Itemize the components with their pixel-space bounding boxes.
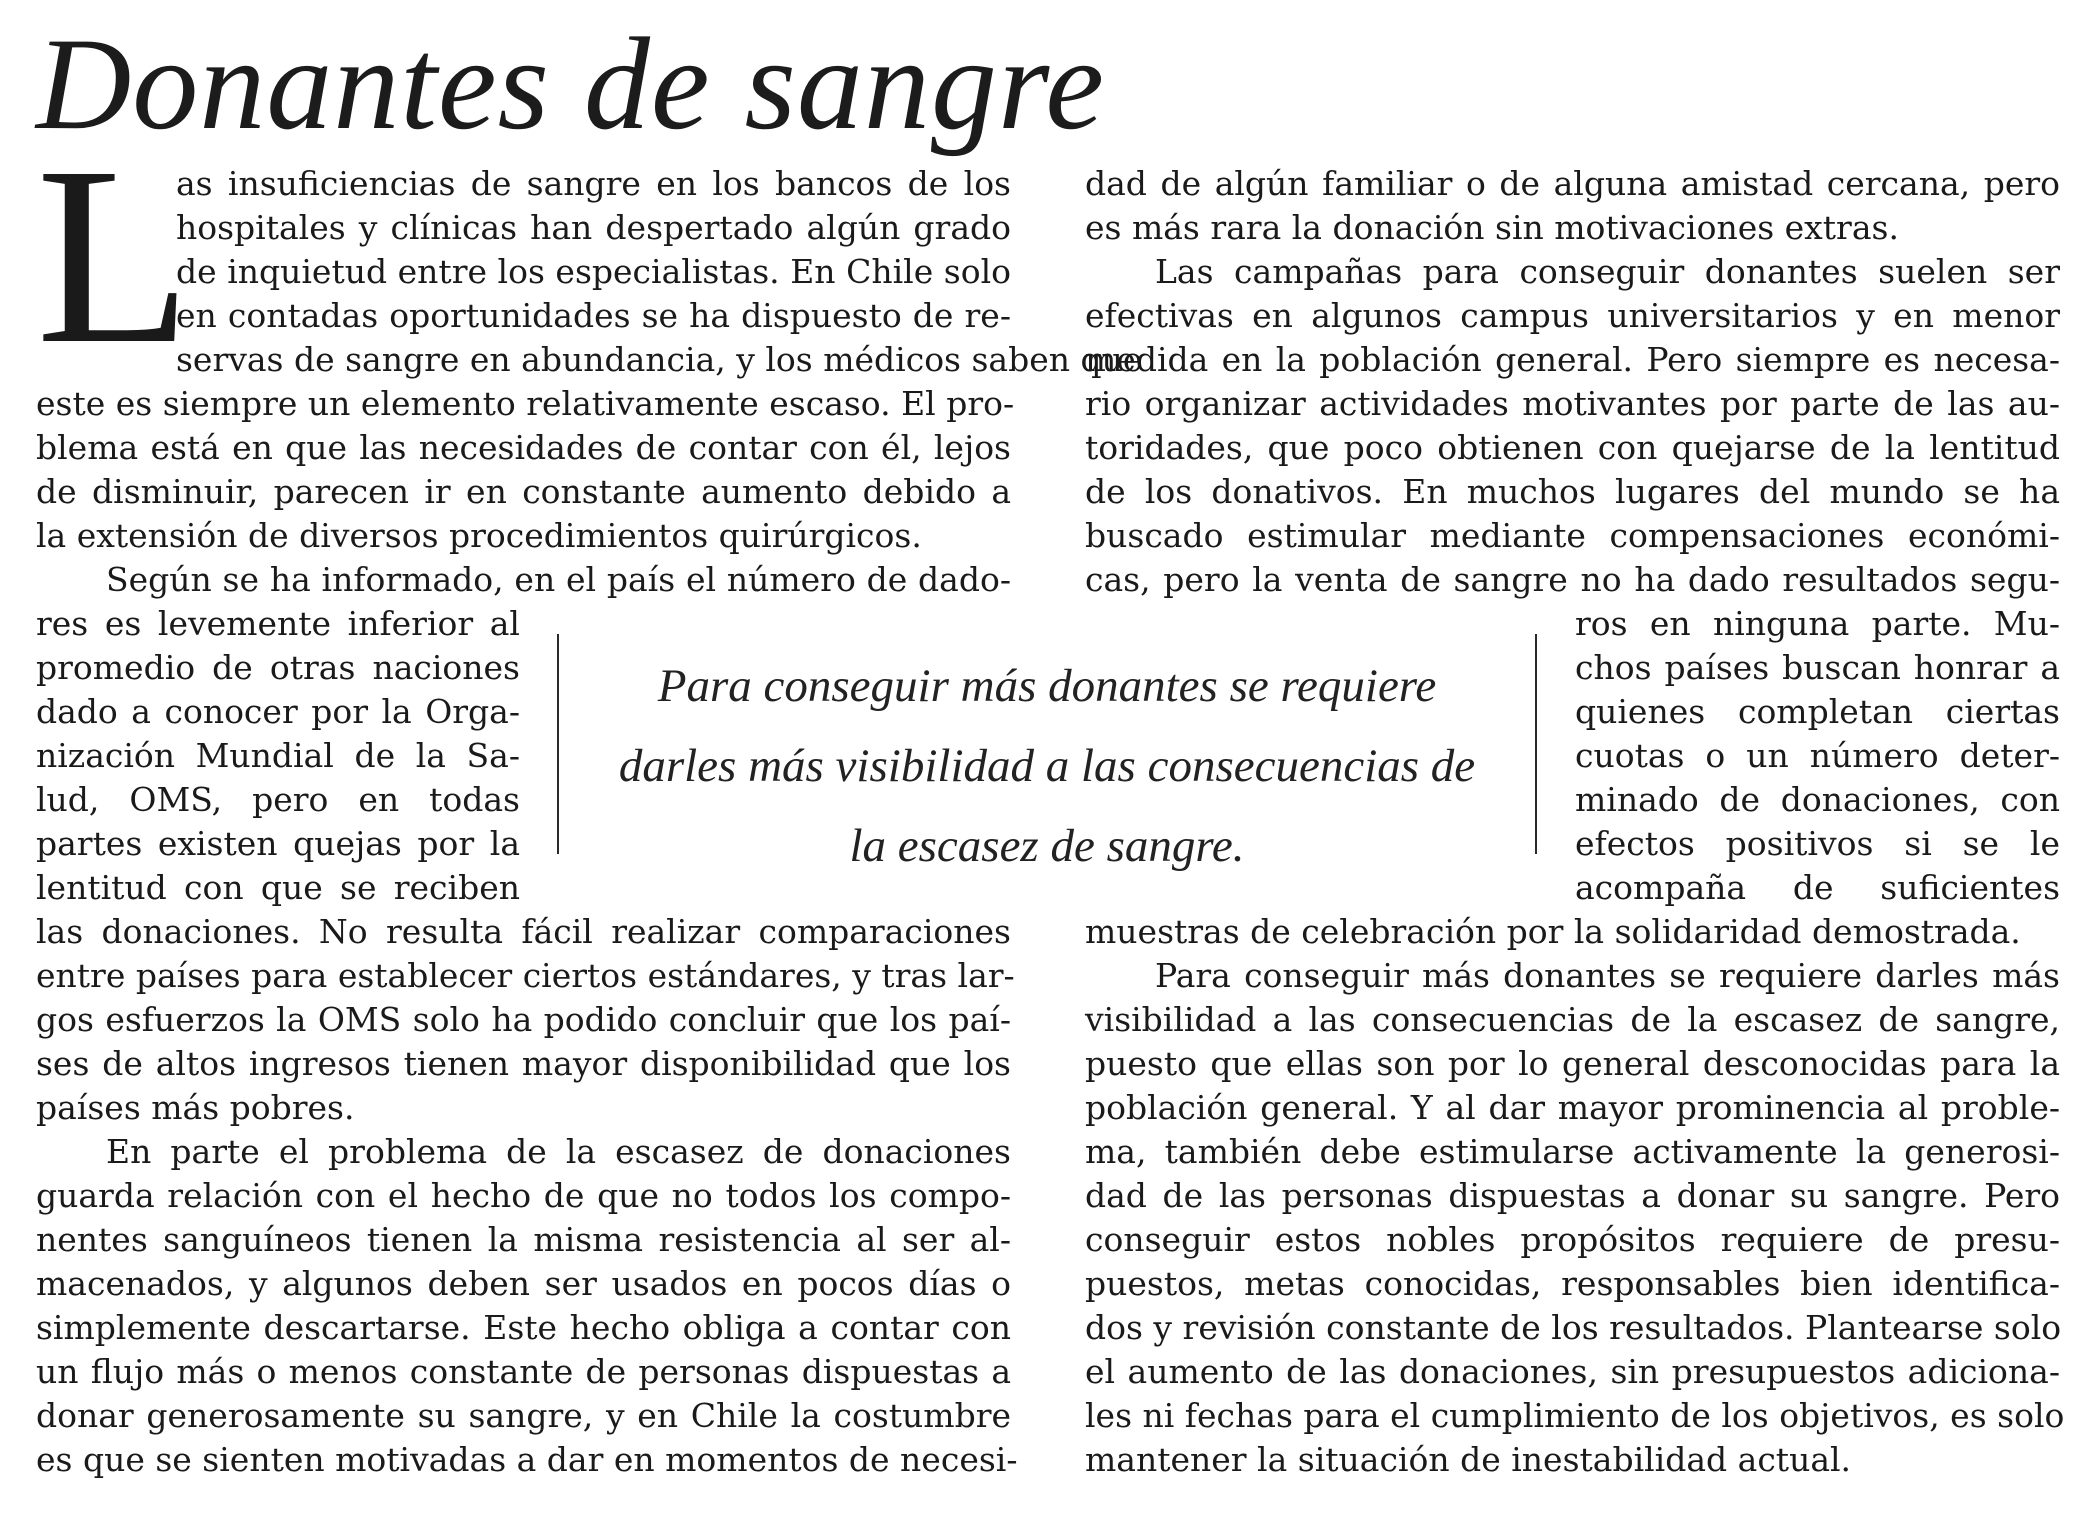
- body-line: dos y revisión constante de los resultados. Plantearse solo: [1085, 1308, 2062, 1347]
- body-line: conseguir estos nobles propósitos requiere de presu-: [1085, 1220, 2060, 1259]
- body-line: un flujo más o menos constante de personas dispuestas a: [36, 1352, 1011, 1391]
- pull-quote: Para conseguir más donantes se requiere darles más visibilidad a las consecuencias de la escasez de sangre.: [557, 634, 1537, 854]
- body-line: as insuficiencias de sangre en los bancos de los: [176, 164, 1011, 203]
- body-line: lud, OMS, pero en todas: [36, 780, 520, 819]
- body-line: partes existen quejas por la: [36, 824, 520, 863]
- body-line: este es siempre un elemento relativamente escaso. El pro-: [36, 384, 1015, 423]
- body-line: lentitud con que se reciben: [36, 868, 520, 907]
- body-line: nización Mundial de la Sa-: [36, 736, 520, 775]
- body-line: puestos, metas conocidas, responsables bien identifica-: [1085, 1264, 2060, 1303]
- body-line: cuotas o un número deter-: [1575, 736, 2060, 775]
- body-line: res es levemente inferior al: [36, 604, 520, 643]
- body-line: macenados, y algunos deben ser usados en pocos días o: [36, 1264, 1011, 1303]
- body-line: efectos positivos si se le: [1575, 824, 2060, 863]
- body-line: ros en ninguna parte. Mu-: [1575, 604, 2060, 643]
- body-line: mantener la situación de inestabilidad actual.: [1085, 1440, 1852, 1479]
- body-line: medida en la población general. Pero siempre es necesa-: [1085, 340, 2060, 379]
- body-line: En parte el problema de la escasez de donaciones: [106, 1132, 1011, 1171]
- body-line: las donaciones. No resulta fácil realizar comparaciones: [36, 912, 1011, 951]
- body-line: nentes sanguíneos tienen la misma resistencia al ser al-: [36, 1220, 1011, 1259]
- body-line: acompaña de suficientes: [1575, 868, 2060, 907]
- body-line: el aumento de las donaciones, sin presupuestos adiciona-: [1085, 1352, 2060, 1391]
- body-line: ma, también debe estimularse activamente la generosi-: [1085, 1132, 2060, 1171]
- body-line: promedio de otras naciones: [36, 648, 520, 687]
- body-line: toridades, que poco obtienen con quejarse de la lentitud: [1085, 428, 2060, 467]
- body-line: Las campañas para conseguir donantes suelen ser: [1155, 252, 2060, 291]
- body-line: les ni fechas para el cumplimiento de los objetivos, es solo: [1085, 1396, 2065, 1435]
- body-line: Para conseguir más donantes se requiere darles más: [1155, 956, 2060, 995]
- body-line: minado de donaciones, con: [1575, 780, 2060, 819]
- body-line: de los donativos. En muchos lugares del mundo se ha: [1085, 472, 2060, 511]
- body-line: población general. Y al dar mayor prominencia al proble-: [1085, 1088, 2060, 1127]
- body-line: cas, pero la venta de sangre no ha dado resultados segu-: [1085, 560, 2060, 599]
- body-line: chos países buscan honrar a: [1575, 648, 2060, 687]
- drop-cap: L: [36, 115, 192, 397]
- body-line: rio organizar actividades motivantes por parte de las au-: [1085, 384, 2060, 423]
- body-line: Según se ha informado, en el país el número de dado-: [106, 560, 1011, 599]
- body-line: dad de las personas dispuestas a donar su sangre. Pero: [1085, 1176, 2060, 1215]
- body-line: visibilidad a las consecuencias de la escasez de sangre,: [1085, 1000, 2060, 1039]
- body-line: en contadas oportunidades se ha dispuesto de re-: [176, 296, 1011, 335]
- body-line: donar generosamente su sangre, y en Chile la costumbre: [36, 1396, 1011, 1435]
- body-line: ses de altos ingresos tienen mayor disponibilidad que los: [36, 1044, 1011, 1083]
- body-line: blema está en que las necesidades de contar con él, lejos: [36, 428, 1011, 467]
- body-line: dado a conocer por la Orga-: [36, 692, 520, 731]
- body-line: hospitales y clínicas han despertado algún grado: [176, 208, 1011, 247]
- body-line: quienes completan ciertas: [1575, 692, 2060, 731]
- body-line: es más rara la donación sin motivaciones extras.: [1085, 208, 1899, 247]
- body-line: simplemente descartarse. Este hecho obliga a contar con: [36, 1308, 1011, 1347]
- body-line: países más pobres.: [36, 1088, 355, 1127]
- body-line: entre países para establecer ciertos estándares, y tras lar-: [36, 956, 1015, 995]
- body-line: la extensión de diversos procedimientos quirúrgicos.: [36, 516, 922, 555]
- body-line: muestras de celebración por la solidaridad demostrada.: [1085, 912, 2021, 951]
- body-line: de disminuir, parecen ir en constante aumento debido a: [36, 472, 1011, 511]
- body-line: efectivas en algunos campus universitarios y en menor: [1085, 296, 2060, 335]
- body-line: gos esfuerzos la OMS solo ha podido concluir que los paí-: [36, 1000, 1011, 1039]
- body-line: de inquietud entre los especialistas. En Chile solo: [176, 252, 1011, 291]
- article-title: Donantes de sangre: [36, 10, 1105, 157]
- body-line: servas de sangre en abundancia, y los médicos saben que: [176, 340, 1143, 379]
- body-line: dad de algún familiar o de alguna amistad cercana, pero: [1085, 164, 2060, 203]
- body-line: buscado estimular mediante compensaciones económi-: [1085, 516, 2060, 555]
- body-line: es que se sienten motivadas a dar en momentos de necesi-: [36, 1440, 1018, 1479]
- body-line: puesto que ellas son por lo general desconocidas para la: [1085, 1044, 2060, 1083]
- body-line: guarda relación con el hecho de que no todos los compo-: [36, 1176, 1011, 1215]
